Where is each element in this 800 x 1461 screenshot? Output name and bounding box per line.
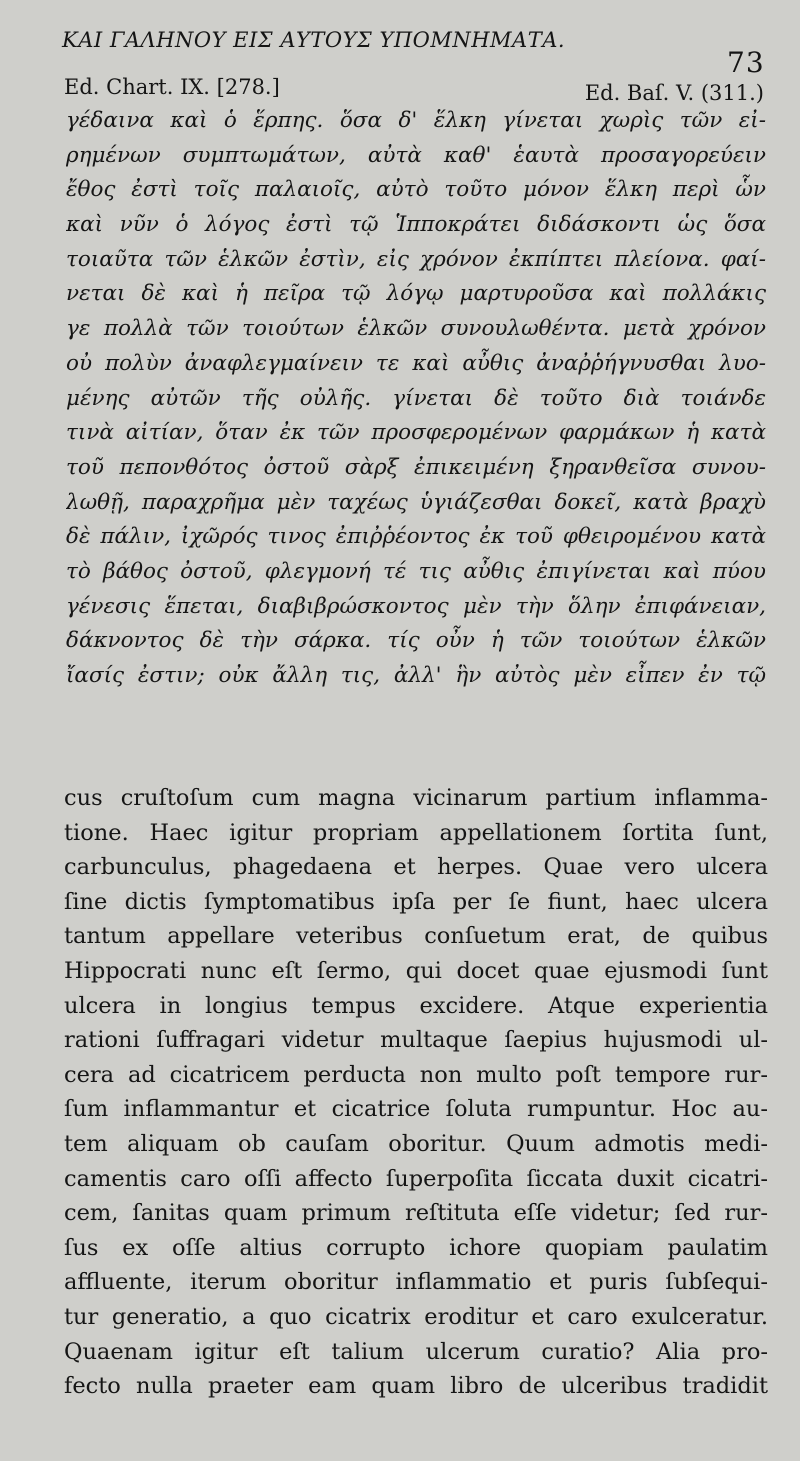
latin-line: affluente, iterum oboritur inflammatio et puris ſubſequi-: [64, 1269, 768, 1296]
latin-line: camentis caro oſſi affecto ſuperpoſita ſiccata duxit cicatri-: [64, 1165, 768, 1192]
latin-line: tantum appellare veteribus conſuetum erat, de quibus: [64, 923, 768, 950]
latin-text-block: [64, 781, 768, 1404]
latin-line: carbunculus, phagedaena et herpes. Quae vero ulcera: [64, 854, 768, 881]
edition-reference-chart: Ed. Chart. IX. [278.]: [64, 75, 280, 99]
greek-line: γε πολλὰ τῶν τοιούτων ἑλκῶν συνουλωθέντα. μετὰ χρόνον: [66, 316, 766, 342]
latin-line: cera ad cicatricem perducta non multo poſt tempore rur-: [64, 1061, 768, 1088]
latin-line: ſum inflammantur et cicatrice ſoluta rumpuntur. Hoc au-: [64, 1096, 768, 1123]
greek-line: τοῦ πεπονθότος ὀστοῦ σὰρξ ἐπικειμένη ξηρανθεῖσα συνου-: [66, 454, 766, 480]
latin-line: tur generatio, a quo cicatrix eroditur et caro exulceratur.: [64, 1303, 768, 1330]
latin-line: cus cruſtoſum cum magna vicinarum partium inflamma-: [64, 785, 768, 811]
greek-line: γένεσις ἕπεται, διαβιβρώσκοντος μὲν τὴν ὅλην ἐπιφάνειαν,: [66, 593, 766, 619]
greek-line: γέδαινα καὶ ὁ ἕρπης. ὅσα δ' ἕλκη γίνεται χωρὶς τῶν εἰ-: [66, 108, 766, 133]
latin-line: Hippocrati nunc eſt ſermo, qui docet quae ejusmodi ſunt: [64, 957, 768, 984]
greek-line: ἴασίς ἐστιν; οὐκ ἄλλη τις, ἀλλ' ἣν αὐτὸς μὲν εἶπεν ἐν τῷ: [66, 663, 766, 688]
latin-line: Quaenam igitur eſt talium ulcerum curatio? Alia pro-: [64, 1338, 768, 1365]
greek-line: καὶ νῦν ὁ λόγος ἐστὶ τῷ Ἱπποκράτει διδάσκοντι ὡς ὅσα: [66, 212, 766, 238]
greek-line: δὲ πάλιν, ἰχῶρός τινος ἐπιῤῥέοντος ἐκ τοῦ φθειρομένου κατὰ: [66, 524, 766, 550]
latin-line: rationi ſuffragari videtur multaque ſaepius hujusmodi ul-: [64, 1027, 768, 1054]
page-number: 73: [727, 46, 765, 79]
latin-line: fecto nulla praeter eam quam libro de ulceribus tradidit: [64, 1373, 768, 1400]
greek-line: τοιαῦτα τῶν ἑλκῶν ἐστὶν, εἰς χρόνον ἐκπίπτει πλείονα. φαί-: [66, 246, 766, 272]
latin-line: ſus ex oſſe altius corrupto ichore quopiam paulatim: [64, 1234, 768, 1261]
edition-reference-basel: Ed. Baſ. V. (311.): [584, 81, 764, 105]
latin-line: ſine dictis ſymptomatibus ipſa per ſe fiunt, haec ulcera: [64, 888, 768, 915]
latin-line: tione. Haec igitur propriam appellationem ſortita ſunt,: [64, 819, 768, 846]
latin-line: ulcera in longius tempus excidere. Atque experientia: [64, 992, 768, 1019]
greek-line: οὐ πολὺν ἀναφλεγμαίνειν τε καὶ αὖθις ἀναῤῥήγνυσθαι λυο-: [66, 350, 766, 376]
greek-line: δάκνοντος δὲ τὴν σάρκα. τίς οὖν ἡ τῶν τοιούτων ἑλκῶν: [66, 628, 766, 654]
greek-line: τὸ βάθος ὀστοῦ, φλεγμονή τέ τις αὖθις ἐπιγίνεται καὶ πύου: [66, 558, 766, 584]
latin-line: tem aliquam ob cauſam oboritur. Quum admotis medi-: [64, 1130, 768, 1157]
greek-line: τινὰ αἰτίαν, ὅταν ἐκ τῶν προσφερομένων φαρμάκων ἡ κατὰ: [66, 420, 766, 446]
greek-line: ἔθος ἐστὶ τοῖς παλαιοῖς, αὐτὸ τοῦτο μόνον ἕλκη περὶ ὧν: [66, 177, 766, 203]
latin-line: cem, ſanitas quam primum reſtituta eſſe videtur; ſed rur-: [64, 1200, 768, 1227]
greek-line: μένης αὐτῶν τῆς οὐλῆς. γίνεται δὲ τοῦτο διὰ τοιάνδε: [66, 385, 766, 411]
greek-line: νεται δὲ καὶ ἡ πεῖρα τῷ λόγῳ μαρτυροῦσα καὶ πολλάκις: [66, 281, 766, 307]
greek-text-block: [66, 104, 766, 694]
greek-line: λωθῇ, παραχρῆμα μὲν ταχέως ὑγιάζεσθαι δοκεῖ, κατὰ βραχὺ: [66, 489, 766, 515]
edition-references: [64, 75, 764, 105]
running-title: ΚΑΙ ΓΑΛΗΝΟΥ ΕΙΣ ΑΥΤΟΥΣ ΥΠΟΜΝΗΜΑΤΑ.: [62, 28, 566, 52]
greek-line: ρημένων συμπτωμάτων, αὐτὰ καθ' ἑαυτὰ προσαγορεύειν: [66, 142, 766, 168]
